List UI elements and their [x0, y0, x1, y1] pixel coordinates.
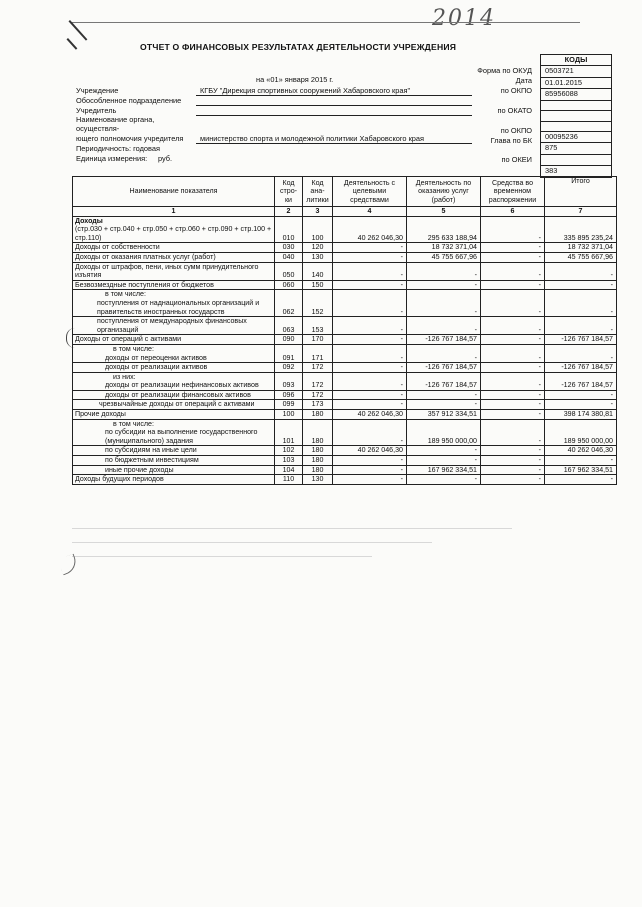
- row-label: Доходы: [75, 216, 103, 225]
- scan-mark: [66, 328, 75, 348]
- line-code: 040: [275, 252, 303, 262]
- value-temporary: -: [481, 456, 545, 466]
- unit-label: Единица измерения:: [76, 154, 148, 163]
- row-label: Доходы будущих периодов: [75, 475, 164, 484]
- value-temporary: -: [481, 465, 545, 475]
- row-name: [73, 317, 275, 335]
- analytics-code: 171: [303, 344, 333, 362]
- value-temporary: -: [481, 317, 545, 335]
- code-okpo: 85956088: [540, 89, 612, 100]
- row-name: [73, 216, 275, 243]
- line-code: 063: [275, 317, 303, 335]
- codes-header: КОДЫ: [540, 54, 612, 66]
- value-services: 357 912 334,51: [407, 410, 481, 420]
- value-targeted: 40 262 046,30: [333, 216, 407, 243]
- value-targeted: -: [333, 419, 407, 446]
- report-title: ОТЧЕТ О ФИНАНСОВЫХ РЕЗУЛЬТАТАХ ДЕЯТЕЛЬНОСТИ УЧРЕЖДЕНИЯ: [140, 42, 457, 52]
- code-empty: [540, 101, 612, 111]
- row-name: [73, 446, 275, 456]
- value-total: 335 895 235,24: [545, 216, 617, 243]
- row-label: из них:: [113, 372, 136, 381]
- row-label: чрезвычайные доходы от операций с активами: [99, 400, 255, 409]
- founder-label: Учредитель: [76, 106, 117, 115]
- codes-box: [540, 54, 612, 178]
- value-targeted: -: [333, 465, 407, 475]
- line-code: 062: [275, 290, 303, 317]
- value-temporary: -: [481, 372, 545, 390]
- table-row: [73, 410, 617, 420]
- value-services: 295 633 188,94: [407, 216, 481, 243]
- analytics-code: 172: [303, 390, 333, 400]
- value-total: 189 950 000,00: [545, 419, 617, 446]
- line-code: 104: [275, 465, 303, 475]
- underline: [196, 105, 472, 106]
- table-row: [73, 243, 617, 253]
- line-code: 060: [275, 280, 303, 290]
- value-total: 45 755 667,96: [545, 252, 617, 262]
- value-total: 167 962 334,51: [545, 465, 617, 475]
- line-code: 092: [275, 363, 303, 373]
- value-temporary: -: [481, 243, 545, 253]
- organ-label-3: ющего полномочия учредителя: [76, 134, 184, 143]
- row-label: Доходы от штрафов, пени, иных сумм принудительного изъятия: [75, 262, 259, 280]
- value-targeted: -: [333, 390, 407, 400]
- bleed-line: [72, 542, 432, 543]
- row-name: [73, 290, 275, 317]
- row-label: по бюджетным инвестициям: [105, 456, 199, 465]
- value-services: -: [407, 400, 481, 410]
- row-name: [73, 390, 275, 400]
- table-row: [73, 216, 617, 243]
- code-glava-bk: 875: [540, 143, 612, 154]
- code-okato: [540, 111, 612, 122]
- value-temporary: -: [481, 475, 545, 485]
- code-okpo2: 00095236: [540, 132, 612, 143]
- value-total: -: [545, 280, 617, 290]
- line-code: 093: [275, 372, 303, 390]
- value-temporary: -: [481, 400, 545, 410]
- code-empty: [540, 155, 612, 166]
- row-name: [73, 344, 275, 362]
- col-total: Итого: [545, 177, 617, 207]
- value-temporary: -: [481, 410, 545, 420]
- label-okei: по ОКЕИ: [501, 155, 532, 164]
- value-total: -: [545, 317, 617, 335]
- value-total: 398 174 380,81: [545, 410, 617, 420]
- label-okud: Форма по ОКУД: [477, 66, 532, 75]
- col-number: 7: [545, 207, 617, 217]
- report-date: на «01» января 2015 г.: [256, 75, 334, 84]
- bleed-line: [72, 556, 372, 557]
- row-label: поступления от международных финансовых организаций: [97, 317, 247, 334]
- analytics-code: 150: [303, 280, 333, 290]
- analytics-code: 120: [303, 243, 333, 253]
- row-label: по субсидиям на иные цели: [105, 446, 197, 455]
- value-temporary: -: [481, 390, 545, 400]
- analytics-code: 172: [303, 372, 333, 390]
- row-label: в том числе:: [105, 290, 146, 299]
- col-number: 4: [333, 207, 407, 217]
- row-label: доходы от реализации финансовых активов: [105, 390, 251, 399]
- table-row: [73, 400, 617, 410]
- analytics-code: 130: [303, 475, 333, 485]
- value-targeted: -: [333, 252, 407, 262]
- value-services: -126 767 184,57: [407, 372, 481, 390]
- analytics-code: 180: [303, 465, 333, 475]
- analytics-code: 180: [303, 446, 333, 456]
- line-code: 090: [275, 335, 303, 345]
- value-temporary: -: [481, 335, 545, 345]
- row-label: Прочие доходы: [75, 410, 126, 419]
- table-row: [73, 446, 617, 456]
- row-sublabel: доходы от переоценки активов: [105, 353, 207, 362]
- value-services: -: [407, 344, 481, 362]
- table-row: [73, 465, 617, 475]
- label-okpo: по ОКПО: [500, 86, 532, 95]
- value-total: 18 732 371,04: [545, 243, 617, 253]
- label-okato: по ОКАТО: [497, 106, 532, 115]
- value-targeted: -: [333, 335, 407, 345]
- value-targeted: -: [333, 400, 407, 410]
- col-services: Деятельность по оказанию услуг (работ): [407, 177, 481, 207]
- value-services: -126 767 184,57: [407, 363, 481, 373]
- analytics-code: 180: [303, 410, 333, 420]
- line-code: 100: [275, 410, 303, 420]
- label-glava-bk: Глава по БК: [490, 136, 532, 145]
- line-code: 010: [275, 216, 303, 243]
- organ-label-2: осуществля-: [76, 124, 120, 133]
- table-row: [73, 335, 617, 345]
- line-code: 030: [275, 243, 303, 253]
- underline: [196, 115, 472, 116]
- line-code: 096: [275, 390, 303, 400]
- row-name: [73, 252, 275, 262]
- table-row: [73, 456, 617, 466]
- col-number: 1: [73, 207, 275, 217]
- value-targeted: -: [333, 317, 407, 335]
- value-services: -: [407, 446, 481, 456]
- analytics-code: 140: [303, 262, 333, 280]
- value-temporary: -: [481, 262, 545, 280]
- code-okei: 383: [540, 166, 612, 177]
- organ-value: министерство спорта и молодежной политики Хабаровского края: [200, 134, 425, 143]
- code-empty: [540, 122, 612, 132]
- col-number: 3: [303, 207, 333, 217]
- value-temporary: -: [481, 280, 545, 290]
- value-total: -126 767 184,57: [545, 372, 617, 390]
- row-name: [73, 280, 275, 290]
- value-targeted: 40 262 046,30: [333, 446, 407, 456]
- analytics-code: 152: [303, 290, 333, 317]
- row-name: [73, 363, 275, 373]
- row-label: в том числе:: [113, 419, 154, 428]
- row-label: Доходы от операций с активами: [75, 335, 182, 344]
- row-name: [73, 372, 275, 390]
- corner-mark: [67, 38, 78, 50]
- row-name: [73, 475, 275, 485]
- code-date: 01.01.2015: [540, 78, 612, 89]
- value-temporary: -: [481, 216, 545, 243]
- corner-mark: [69, 20, 88, 41]
- row-name: [73, 456, 275, 466]
- col-number: 2: [275, 207, 303, 217]
- analytics-code: 180: [303, 419, 333, 446]
- financial-results-table: [72, 176, 617, 485]
- value-services: 167 962 334,51: [407, 465, 481, 475]
- row-name: [73, 262, 275, 280]
- line-code: 050: [275, 262, 303, 280]
- table-row: [73, 419, 617, 446]
- value-services: 45 755 667,96: [407, 252, 481, 262]
- analytics-code: 170: [303, 335, 333, 345]
- table-row: [73, 252, 617, 262]
- value-services: -: [407, 290, 481, 317]
- value-temporary: -: [481, 446, 545, 456]
- table-row: [73, 363, 617, 373]
- underline: [196, 95, 472, 96]
- value-services: 189 950 000,00: [407, 419, 481, 446]
- table-row: [73, 317, 617, 335]
- line-code: 103: [275, 456, 303, 466]
- value-temporary: -: [481, 363, 545, 373]
- row-name: [73, 410, 275, 420]
- institution-label: Учреждение: [76, 86, 119, 95]
- row-sublabel: доходы от реализации нефинансовых активов: [105, 381, 259, 390]
- table-row: [73, 475, 617, 485]
- table-row: [73, 344, 617, 362]
- row-name: [73, 400, 275, 410]
- value-targeted: -: [333, 363, 407, 373]
- table-row: [73, 262, 617, 280]
- unit-value: руб.: [158, 154, 173, 163]
- value-services: -: [407, 317, 481, 335]
- row-name: [73, 419, 275, 446]
- analytics-code: 100: [303, 216, 333, 243]
- line-code: 110: [275, 475, 303, 485]
- value-services: -: [407, 262, 481, 280]
- value-targeted: 40 262 046,30: [333, 410, 407, 420]
- row-sublabel: (стр.030 + стр.040 + стр.050 + стр.060 + стр.090 + стр.100 + стр.110): [75, 225, 272, 242]
- subdivision-label: Обособленное подразделение: [76, 96, 182, 105]
- periodicity: Периодичность: годовая: [76, 144, 160, 153]
- line-code: 091: [275, 344, 303, 362]
- value-temporary: -: [481, 344, 545, 362]
- organ-label-1: Наименование органа,: [76, 115, 155, 124]
- analytics-code: 153: [303, 317, 333, 335]
- code-okud: 0503721: [540, 66, 612, 77]
- label-date: Дата: [515, 76, 532, 85]
- value-targeted: -: [333, 475, 407, 485]
- col-name: Наименование показателя: [73, 177, 275, 207]
- col-number: 6: [481, 207, 545, 217]
- analytics-code: 172: [303, 363, 333, 373]
- analytics-code: 130: [303, 252, 333, 262]
- institution-value: КГБУ "Дирекция спортивных сооружений Хабаровского края": [200, 86, 411, 95]
- value-services: -: [407, 456, 481, 466]
- underline: [196, 143, 472, 144]
- value-targeted: -: [333, 280, 407, 290]
- value-targeted: -: [333, 456, 407, 466]
- value-total: 40 262 046,30: [545, 446, 617, 456]
- col-temporary: Средства во временном распоряжении: [481, 177, 545, 207]
- analytics-code: 173: [303, 400, 333, 410]
- analytics-code: 180: [303, 456, 333, 466]
- value-total: -: [545, 262, 617, 280]
- value-total: -126 767 184,57: [545, 335, 617, 345]
- row-label: Доходы от собственности: [75, 243, 160, 252]
- row-label: Безвозмездные поступления от бюджетов: [75, 280, 214, 289]
- col-analytics-code: Код ана-литики: [303, 177, 333, 207]
- value-total: -126 767 184,57: [545, 363, 617, 373]
- value-targeted: -: [333, 372, 407, 390]
- row-name: [73, 465, 275, 475]
- value-temporary: -: [481, 290, 545, 317]
- table-row: [73, 290, 617, 317]
- value-temporary: -: [481, 419, 545, 446]
- label-okpo2: по ОКПО: [500, 126, 532, 135]
- row-label: Доходы от оказания платных услуг (работ): [75, 252, 216, 261]
- table-row: [73, 390, 617, 400]
- handwritten-year: 2014: [432, 6, 496, 31]
- line-code: 102: [275, 446, 303, 456]
- bleed-line: [72, 528, 512, 529]
- row-name: [73, 335, 275, 345]
- value-total: -: [545, 344, 617, 362]
- row-label: в том числе:: [113, 344, 154, 353]
- value-total: -: [545, 400, 617, 410]
- row-sublabel: по субсидии на выполнение государственного (муниципального) задания: [105, 428, 258, 445]
- value-total: -: [545, 475, 617, 485]
- row-sublabel: поступления от наднациональных организаций и правительств иностранных государств: [97, 298, 260, 316]
- value-services: 18 732 371,04: [407, 243, 481, 253]
- value-targeted: -: [333, 243, 407, 253]
- line-code: 099: [275, 400, 303, 410]
- value-temporary: -: [481, 252, 545, 262]
- col-targeted: Деятельность с целевыми средствами: [333, 177, 407, 207]
- value-total: -: [545, 290, 617, 317]
- col-number: 5: [407, 207, 481, 217]
- table-row: [73, 372, 617, 390]
- top-rule: [70, 22, 580, 23]
- value-total: -: [545, 390, 617, 400]
- value-total: -: [545, 456, 617, 466]
- value-services: -126 767 184,57: [407, 335, 481, 345]
- value-targeted: -: [333, 344, 407, 362]
- row-name: [73, 243, 275, 253]
- value-targeted: -: [333, 262, 407, 280]
- value-targeted: -: [333, 290, 407, 317]
- row-label: иные прочие доходы: [105, 465, 174, 474]
- row-label: доходы от реализации активов: [105, 363, 208, 372]
- value-services: -: [407, 475, 481, 485]
- col-line-code: Код стро-ки: [275, 177, 303, 207]
- value-services: -: [407, 390, 481, 400]
- table-row: [73, 280, 617, 290]
- line-code: 101: [275, 419, 303, 446]
- value-services: -: [407, 280, 481, 290]
